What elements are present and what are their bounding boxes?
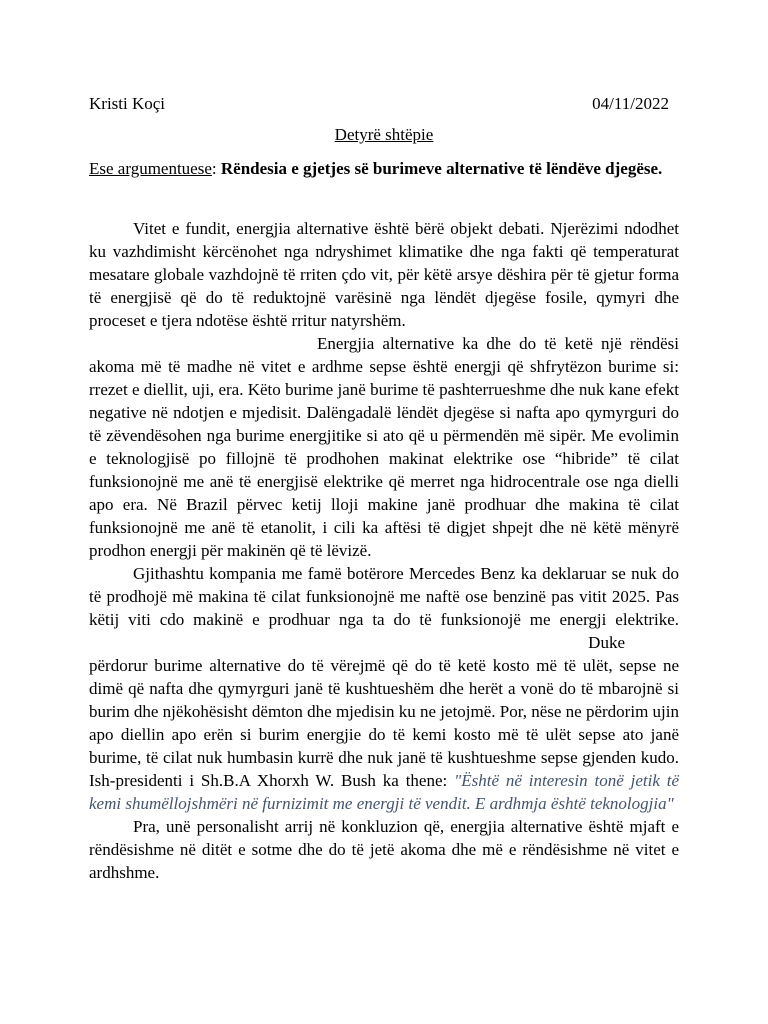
paragraph-5: Pra, unë personalisht arrij në konkluzion që, energjia alternative është mjaft e rëndësishme në ditët e sotme dhe do të jetë akoma dhe më e rëndësishme në vitet e ardhshme. [89, 817, 679, 882]
heading-colon: : [211, 159, 217, 178]
essay-topic: Rëndesia e gjetjes së burimeve alternative të lëndëve djegëse. [220, 159, 663, 178]
essay-body [89, 217, 679, 884]
paragraph-4-text: përdorur burime alternative do të vërejmë që do të ketë kosto më të ulët, sepse ne dimë që nafta dhe qymyrguri janë të kushtueshëm dhe herët a vonë do të mbarojnë si burim dhe njëkohësisht dëmton dhe mjedisin ku ne jetojmë. Por, nëse ne përdorim ujin apo diellin apo erën si burim energjie do të kemi kosto më të ulët sepse ato janë burime, të cilat nuk humbasin kurrë dhe nuk janë të kushtueshme sepse gjenden kudo. Ish-presidenti i Sh.B.A Xhorxh W. Bush ka thene: [89, 656, 679, 790]
author-name: Kristi Koçi [89, 94, 166, 113]
paragraph-2: Energjia alternative ka dhe do të ketë një rëndësi akoma më të madhe në vitet e ardhme sepse është energji që shfrytëzon burime si: rrezet e diellit, uji, era. Këto burime janë burime të pashterrueshme dhe nuk kane efekt negative në ndotjen e mjedisit. Dalëngadalë lëndët djegëse si nafta apo qymyrguri do të zëvendësohen nga burime energjitike si ato që u përmendën më sipër. Me evolimin e teknologjisë po fillojnë të prodhohen makinat elektrike ose “hibride” të cilat funksionojnë me anë të energjisë elektrike që merret nga hidrocentrale ose nga dielli apo era. Në Brazil përvec ketij lloji makine janë prodhuar dhe makina të cilat funksionojnë me anë të etanolit, i cili ka aftësi të digjet shpejt dhe në këtë mënyrë prodhon energji për makinën që të lëvizë. [89, 334, 679, 560]
paragraph-4-start: Duke [588, 633, 625, 652]
paragraph-1: Vitet e fundit, energjia alternative është bërë objekt debati. Njerëzimi ndodhet ku vazhdimisht kërcënohet nga ndryshimet klimatike dhe nga fakti që temperaturat mesatare globale vazhdojnë të rriten çdo vit, për këtë arsye dëshira për të gjetur forma të energjisë që do të reduktojnë varësinë nga lëndët djegëse fosile, qymyri dhe proceset e tjera ndotëse është rritur natyrshëm. [89, 219, 679, 330]
bush-quote: "Është në interesin tonë jetik të kemi shumëllojshmëri në furnizimit me energji të vendit. E ardhmja është teknologjia" [89, 771, 679, 813]
document-date: 04/11/2022 [592, 94, 669, 113]
paragraph-4 [89, 631, 679, 815]
paragraph-3-text: Gjithashtu kompania me famë botërore Mercedes Benz ka deklaruar se nuk do të prodhojë më makina të cilat funksionojnë me naftë ose benzinë pas vitit 2025. Pas këtij viti cdo makinë e prodhuar nga ta do të funksionojë me energji elektrike. [89, 564, 679, 629]
document-title: Detyrë shtëpie [334, 125, 434, 144]
essay-type-label: Ese argumentuese [89, 159, 212, 178]
essay-heading [89, 158, 678, 180]
document-header [89, 93, 669, 115]
